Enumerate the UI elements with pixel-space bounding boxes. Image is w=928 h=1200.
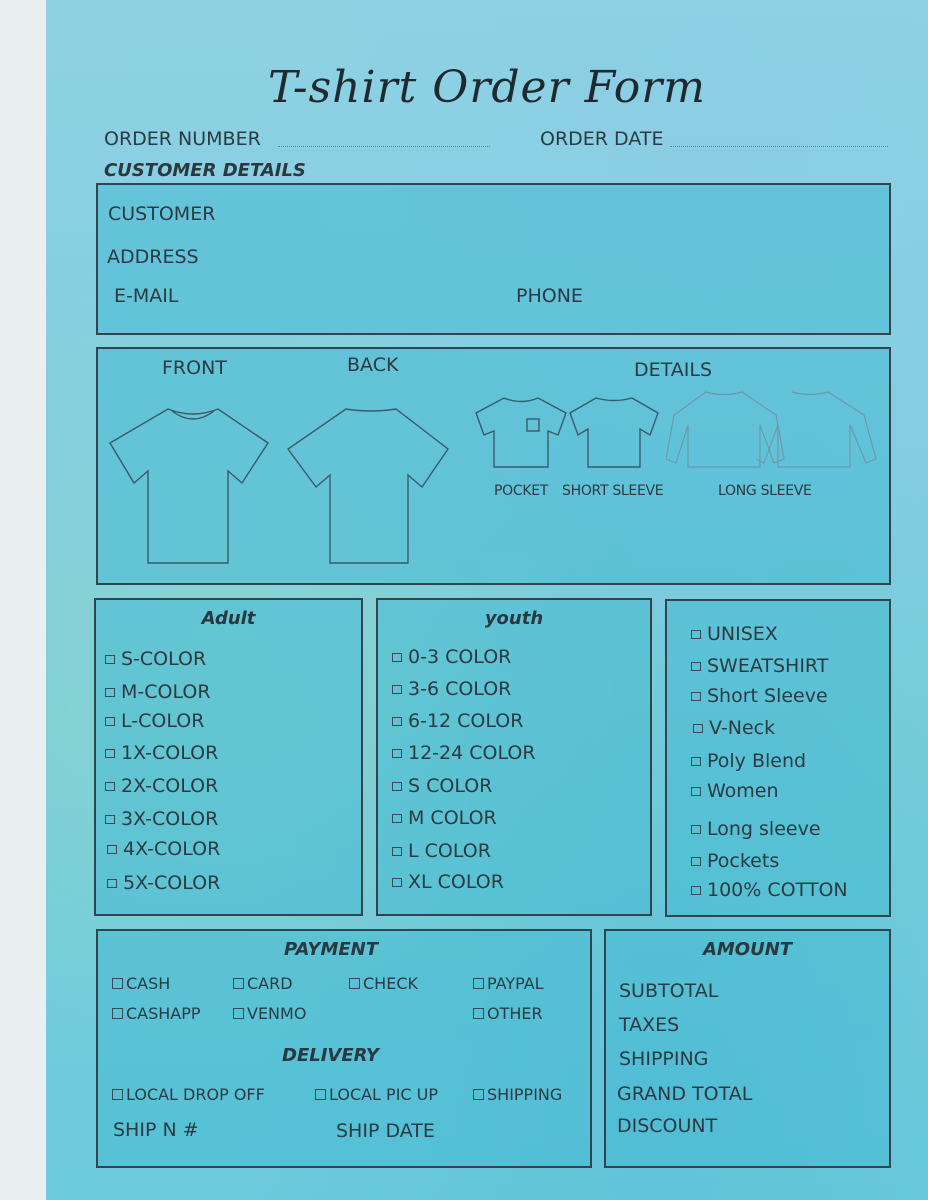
checkbox-icon[interactable] [315, 1089, 326, 1100]
checkbox-icon[interactable] [349, 978, 360, 989]
option-label: 3X-COLOR [121, 808, 219, 830]
option-label: Poly Blend [707, 750, 807, 772]
checkbox-icon[interactable] [691, 857, 701, 866]
checkbox-icon[interactable] [473, 1008, 484, 1019]
checkbox-icon[interactable] [105, 688, 115, 697]
youth-heading: youth [484, 608, 544, 629]
order-form-page [46, 0, 928, 1200]
option-label: V-Neck [709, 717, 776, 739]
option-label: Pockets [707, 850, 780, 872]
delivery-heading: DELIVERY [282, 1045, 379, 1066]
amount-heading: AMOUNT [702, 939, 793, 960]
payment-heading: PAYMENT [284, 939, 378, 960]
option-label: XL COLOR [408, 871, 504, 893]
option-label: CARD [247, 974, 293, 993]
payment-option-venmo[interactable] [233, 1004, 306, 1023]
shipping-label: SHIPPING [619, 1048, 709, 1070]
checkbox-icon[interactable] [392, 782, 402, 791]
option-label: VENMO [247, 1004, 307, 1023]
adult-size-option[interactable] [105, 710, 204, 732]
option-label: 100% COTTON [707, 879, 848, 901]
adult-size-option[interactable] [105, 808, 218, 830]
option-label: Women [707, 780, 779, 802]
style-option[interactable] [691, 685, 828, 707]
option-label: OTHER [487, 1004, 543, 1023]
style-option[interactable] [691, 879, 848, 901]
subtotal-label: SUBTOTAL [619, 980, 719, 1002]
option-label: SHIPPING [487, 1085, 563, 1104]
option-label: PAYPAL [487, 974, 544, 993]
style-option[interactable] [691, 780, 779, 802]
style-options-box [665, 599, 891, 917]
option-label: SWEATSHIRT [707, 655, 829, 677]
delivery-option-pick-up[interactable] [315, 1085, 438, 1104]
checkbox-icon[interactable] [691, 692, 701, 701]
customer-label: CUSTOMER [108, 203, 216, 225]
checkbox-icon[interactable] [392, 847, 402, 856]
checkbox-icon[interactable] [105, 815, 115, 824]
style-option[interactable] [691, 655, 828, 677]
adult-heading: Adult [201, 608, 256, 629]
payment-option-paypal[interactable] [473, 974, 544, 993]
option-label: S COLOR [408, 775, 493, 797]
payment-option-card[interactable] [233, 974, 293, 993]
checkbox-icon[interactable] [691, 886, 701, 895]
youth-size-option[interactable] [392, 646, 511, 668]
option-label: L COLOR [408, 840, 491, 862]
youth-size-option[interactable] [392, 710, 523, 732]
youth-size-option[interactable] [392, 807, 497, 829]
form-title: T-shirt Order Form [268, 62, 706, 113]
checkbox-icon[interactable] [473, 978, 484, 989]
order-date-label: ORDER DATE [540, 128, 664, 150]
adult-size-option[interactable] [107, 872, 220, 894]
checkbox-icon[interactable] [392, 749, 402, 758]
youth-size-option[interactable] [392, 871, 504, 893]
option-label: CASH [126, 974, 171, 993]
checkbox-icon[interactable] [233, 1008, 244, 1019]
adult-size-option[interactable] [105, 742, 218, 764]
checkbox-icon[interactable] [691, 630, 701, 639]
option-label: 4X-COLOR [123, 838, 221, 860]
payment-option-other[interactable] [473, 1004, 543, 1023]
checkbox-icon[interactable] [112, 978, 123, 989]
checkbox-icon[interactable] [392, 878, 402, 887]
checkbox-icon[interactable] [233, 978, 244, 989]
front-label: FRONT [162, 357, 227, 379]
address-label: ADDRESS [107, 246, 199, 268]
pocket-tshirt-icon [474, 395, 569, 471]
adult-size-option[interactable] [107, 838, 220, 860]
option-label: S-COLOR [121, 648, 207, 670]
option-label: 6-12 COLOR [408, 710, 524, 732]
adult-size-option[interactable] [105, 775, 218, 797]
customer-details-box [96, 183, 891, 335]
adult-size-option[interactable] [105, 648, 206, 670]
delivery-option-shipping[interactable] [473, 1085, 562, 1104]
payment-option-check[interactable] [349, 974, 418, 993]
discount-label: DISCOUNT [617, 1115, 718, 1137]
payment-option-cash[interactable] [112, 974, 170, 993]
youth-sizes-box [376, 598, 652, 916]
ship-number-label: SHIP N # [113, 1119, 199, 1141]
style-option[interactable] [691, 818, 821, 840]
option-label: Long sleeve [707, 818, 821, 840]
amount-box [604, 929, 891, 1168]
option-label: 0-3 COLOR [408, 646, 512, 668]
long-sleeve-tshirt-icon [666, 389, 886, 473]
option-label: M-COLOR [121, 681, 211, 703]
option-label: 5X-COLOR [123, 872, 221, 894]
youth-size-option[interactable] [392, 775, 492, 797]
delivery-option-drop-off[interactable] [112, 1085, 265, 1104]
adult-sizes-box [94, 598, 363, 916]
short-sleeve-label: SHORT SLEEVE [562, 483, 664, 499]
option-label: M COLOR [408, 807, 497, 829]
youth-size-option[interactable] [392, 742, 536, 764]
checkbox-icon[interactable] [112, 1008, 123, 1019]
back-tshirt-outline[interactable] [286, 405, 456, 571]
checkbox-icon[interactable] [105, 782, 115, 791]
checkbox-icon[interactable] [392, 653, 402, 662]
option-label: UNISEX [707, 623, 778, 645]
checkbox-icon[interactable] [693, 724, 703, 733]
style-option[interactable] [691, 623, 778, 645]
checkbox-icon[interactable] [473, 1089, 484, 1100]
checkbox-icon[interactable] [691, 787, 701, 796]
back-label: BACK [347, 354, 399, 376]
youth-size-option[interactable] [392, 678, 511, 700]
front-tshirt-outline[interactable] [108, 405, 278, 571]
adult-size-option[interactable] [105, 681, 211, 703]
checkbox-icon[interactable] [691, 757, 701, 766]
checkbox-icon[interactable] [105, 749, 115, 758]
style-option[interactable] [691, 850, 779, 872]
phone-label: PHONE [516, 285, 583, 307]
payment-option-cashapp[interactable] [112, 1004, 201, 1023]
customer-details-heading: CUSTOMER DETAILS [104, 160, 306, 181]
style-option[interactable] [691, 750, 806, 772]
order-number-label: ORDER NUMBER [104, 128, 261, 150]
order-number-field[interactable] [278, 146, 490, 147]
checkbox-icon[interactable] [691, 825, 701, 834]
checkbox-icon[interactable] [105, 717, 115, 726]
option-label: LOCAL PIC UP [329, 1085, 439, 1104]
checkbox-icon[interactable] [105, 655, 115, 664]
checkbox-icon[interactable] [107, 879, 117, 888]
option-label: 3-6 COLOR [408, 678, 512, 700]
checkbox-icon[interactable] [691, 662, 701, 671]
checkbox-icon[interactable] [392, 717, 402, 726]
option-label: 12-24 COLOR [408, 742, 536, 764]
order-date-field[interactable] [670, 146, 888, 147]
taxes-label: TAXES [619, 1014, 680, 1036]
long-sleeve-label: LONG SLEEVE [718, 483, 812, 499]
option-label: 2X-COLOR [121, 775, 219, 797]
option-label: CASHAPP [126, 1004, 201, 1023]
youth-size-option[interactable] [392, 840, 491, 862]
short-sleeve-tshirt-icon [568, 395, 660, 471]
payment-delivery-box [96, 929, 592, 1168]
pocket-label: POCKET [494, 483, 549, 499]
style-option[interactable] [693, 717, 775, 739]
checkbox-icon[interactable] [392, 685, 402, 694]
checkbox-icon[interactable] [107, 845, 117, 854]
ship-date-label: SHIP DATE [336, 1120, 435, 1142]
option-label: Short Sleeve [707, 685, 828, 707]
option-label: L-COLOR [121, 710, 205, 732]
option-label: LOCAL DROP OFF [126, 1085, 265, 1104]
design-box [96, 347, 891, 585]
details-label: DETAILS [634, 359, 713, 381]
option-label: CHECK [363, 974, 418, 993]
grand-total-label: GRAND TOTAL [617, 1083, 753, 1105]
email-label: E-MAIL [114, 285, 179, 307]
checkbox-icon[interactable] [392, 814, 402, 823]
checkbox-icon[interactable] [112, 1089, 123, 1100]
option-label: 1X-COLOR [121, 742, 219, 764]
